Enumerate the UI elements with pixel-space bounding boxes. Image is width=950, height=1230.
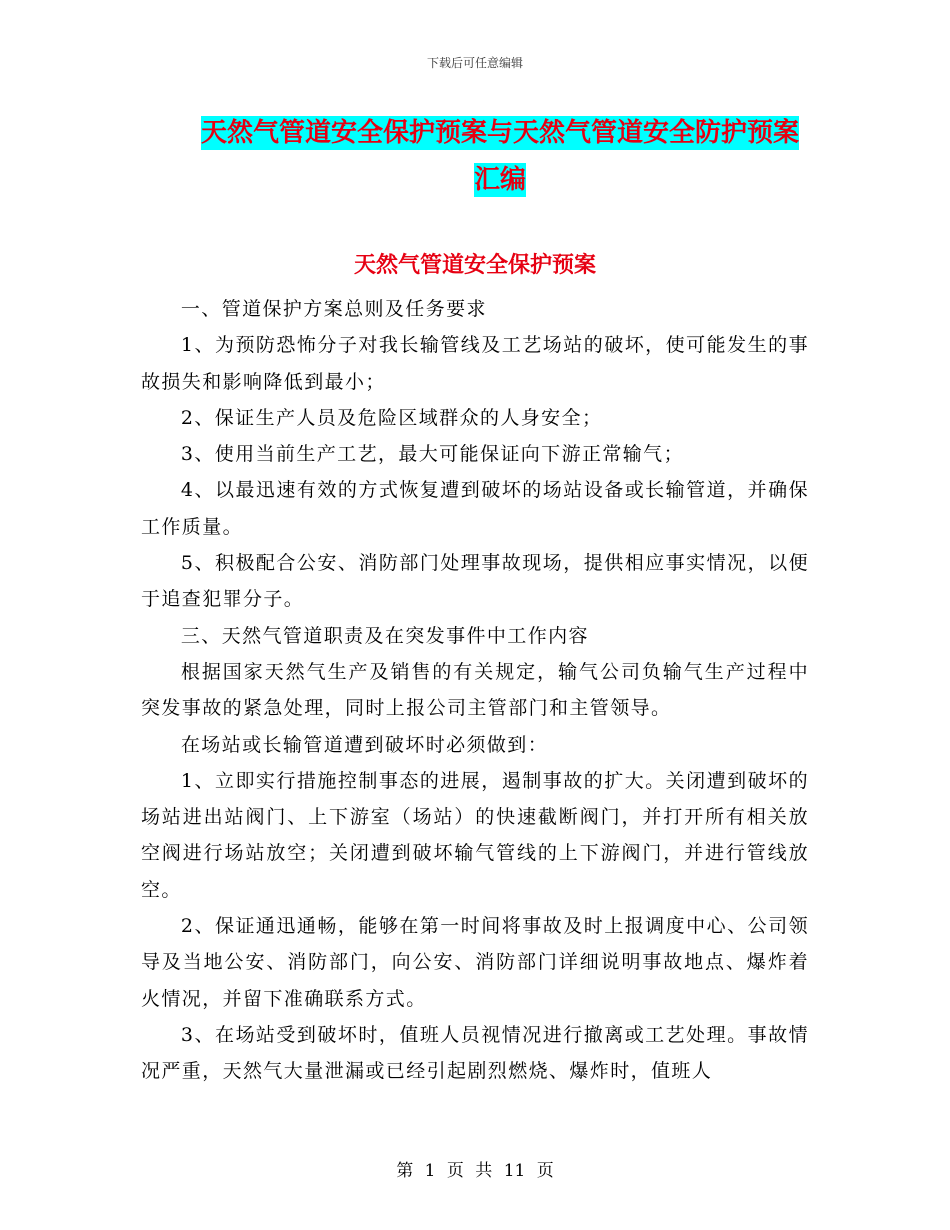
document-body — [141, 291, 809, 1090]
paragraph: 1、为预防恐怖分子对我长输管线及工艺场站的破坏，使可能发生的事故损失和影响降低到最小； — [141, 334, 809, 393]
paragraph: 2、保证生产人员及危险区域群众的人身安全； — [180, 406, 603, 429]
paragraph: 1、立即实行措施控制事态的进展，遏制事故的扩大。关闭遭到破坏的场站进出站阀门、上下游室（场站）的快速截断阀门，并打开所有相关放空阀进行场站放空；关闭遭到破坏输气管线的上下游阀门，并进行管线放空。 — [141, 769, 809, 901]
paragraph: 2、保证通迅通畅，能够在第一时间将事故及时上报调度中心、公司领导及当地公安、消防部门，向公安、消防部门详细说明事故地点、爆炸着火情况，并留下准确联系方式。 — [141, 915, 809, 1010]
document-title-line2: 汇编 — [473, 165, 526, 195]
section-title: 天然气管道安全保护预案 — [353, 252, 596, 278]
paragraph: 3、在场站受到破坏时，值班人员视情况进行撤离或工艺处理。事故情况严重，天然气大量泄漏或已经引起剧烈燃烧、爆炸时，值班人 — [141, 1023, 809, 1083]
heading-duties: 三、天然气管道职责及在突发事件中工作内容 — [180, 624, 589, 647]
paragraph: 在场站或长输管道遭到破坏时必须做到： — [180, 733, 549, 756]
paragraph: 根据国家天然气生产及销售的有关规定，输气公司负输气生产过程中突发事故的紧急处理，同时上报公司主管部门和主管领导。 — [141, 660, 809, 720]
document-title — [140, 110, 860, 204]
paragraph: 3、使用当前生产工艺，最大可能保证向下游正常输气； — [180, 443, 684, 466]
page-footer-number: 第 1 页 共 11 页 — [396, 1161, 554, 1181]
paragraph: 5、积极配合公安、消防部门处理事故现场，提供相应事实情况，以便于追查犯罪分子。 — [141, 552, 809, 611]
page-header-note: 下载后可任意编辑 — [426, 56, 523, 70]
paragraph: 4、以最迅速有效的方式恢复遭到破坏的场站设备或长输管道，并确保工作质量。 — [141, 479, 809, 538]
document-title-line1: 天然气管道安全保护预案与天然气管道安全防护预案 — [200, 118, 799, 148]
heading-general-rules: 一、管道保护方案总则及任务要求 — [180, 298, 487, 320]
